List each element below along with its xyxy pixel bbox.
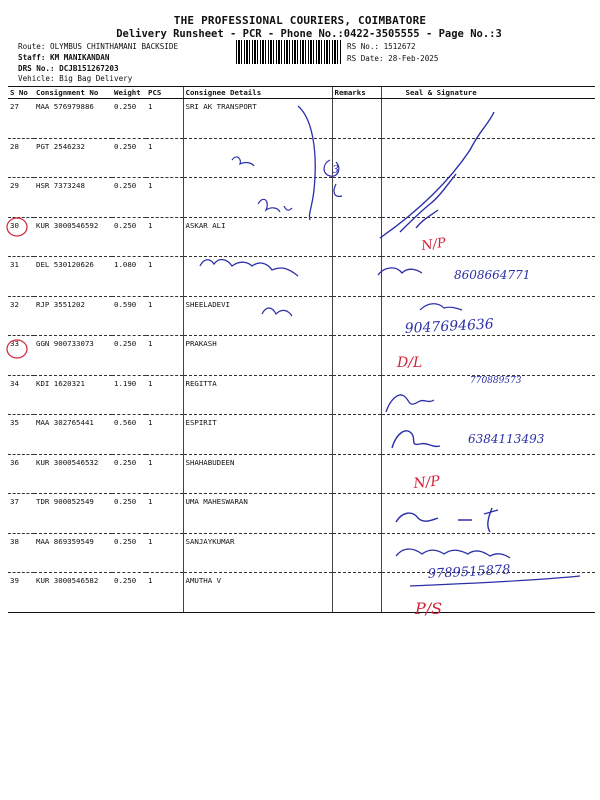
row-remarks <box>332 494 381 534</box>
row-consignee: SANJAYKUMAR <box>183 533 332 573</box>
row-weight: 0.250 <box>112 138 146 178</box>
row-pcs: 1 <box>146 138 183 178</box>
table-row <box>8 533 595 573</box>
row-remarks <box>332 533 381 573</box>
row-pcs: 1 <box>146 296 183 336</box>
remark-note-28: 3 <box>332 163 339 176</box>
row-consignee: AMUTHA V <box>183 573 332 613</box>
remark-np-30: N/P <box>420 235 447 254</box>
table-row <box>8 454 595 494</box>
row-consignee: REGITTA <box>183 375 332 415</box>
drs-number: DRS No.: DCJB151267203 <box>18 64 119 73</box>
row-weight: 0.250 <box>112 217 146 257</box>
row-pcs: 1 <box>146 494 183 534</box>
row-consignment: TDR 900052549 <box>34 494 112 534</box>
row-pcs: 1 <box>146 336 183 376</box>
sheet-title: Delivery Runsheet - PCR - Phone No.:0422-3505555 - Page No.:3 <box>116 28 502 40</box>
vehicle-label: Vehicle: Big Bag Delivery <box>18 74 133 83</box>
row-weight: 0.590 <box>112 296 146 336</box>
row-consignee: ESPIRIT <box>183 415 332 455</box>
row-remarks <box>332 138 381 178</box>
row-sno: 27 <box>8 99 34 139</box>
row-sno: 32 <box>8 296 34 336</box>
row-consignee: PRAKASH <box>183 336 332 376</box>
remark-ps-39: P/S <box>415 599 443 618</box>
row-remarks <box>332 454 381 494</box>
table-row <box>8 138 595 178</box>
rs-date: RS Date: 28-Feb-2025 <box>347 54 439 63</box>
remark-np-36: N/P <box>412 473 441 492</box>
barcode-image <box>236 40 342 64</box>
row-signature <box>381 296 595 336</box>
row-sno: 33 <box>8 336 34 376</box>
row-pcs: 1 <box>146 257 183 297</box>
row-consignee <box>183 257 332 297</box>
row-pcs: 1 <box>146 573 183 613</box>
row-sno: 36 <box>8 454 34 494</box>
table-row <box>8 573 595 613</box>
table-row <box>8 296 595 336</box>
phone-note-32: 9047694636 <box>404 316 495 337</box>
row-consignment: MAA 869359549 <box>34 533 112 573</box>
table-row <box>8 257 595 297</box>
table-row <box>8 375 595 415</box>
row-weight: 0.250 <box>112 533 146 573</box>
row-consignee: SHAHABUDEEN <box>183 454 332 494</box>
row-remarks <box>332 99 381 139</box>
runsheet-table <box>8 86 595 613</box>
row-sno: 29 <box>8 178 34 218</box>
row-consignment: MAA 302765441 <box>34 415 112 455</box>
row-sno: 28 <box>8 138 34 178</box>
route-label: Route: OLYMBUS CHINTHAMANI BACKSIDE <box>18 42 179 51</box>
row-consignment: RJP 3551202 <box>34 296 112 336</box>
row-signature <box>381 454 595 494</box>
row-consignee: ASKAR ALI <box>183 217 332 257</box>
staff-label: Staff: KM MANIKANDAN <box>18 53 110 62</box>
table-row <box>8 336 595 376</box>
table-row <box>8 494 595 534</box>
row-sno: 30 <box>8 217 34 257</box>
row-signature <box>381 494 595 534</box>
phone-note-38: 9789515878 <box>427 562 511 582</box>
row-pcs: 1 <box>146 217 183 257</box>
row-signature <box>381 138 595 178</box>
row-pcs: 1 <box>146 533 183 573</box>
col-remarks: Remarks <box>332 87 381 99</box>
row-consignee <box>183 138 332 178</box>
row-weight: 0.250 <box>112 454 146 494</box>
col-pcs: PCS <box>146 87 183 99</box>
row-sno: 37 <box>8 494 34 534</box>
row-pcs: 1 <box>146 454 183 494</box>
table-row <box>8 217 595 257</box>
row-consignment: DEL 530120626 <box>34 257 112 297</box>
row-sno: 39 <box>8 573 34 613</box>
row-remarks <box>332 178 381 218</box>
table-header <box>8 87 595 99</box>
row-sno: 35 <box>8 415 34 455</box>
col-weight: Weight <box>112 87 146 99</box>
row-remarks <box>332 573 381 613</box>
row-sno: 34 <box>8 375 34 415</box>
row-pcs: 1 <box>146 178 183 218</box>
row-consignee: SRI AK TRANSPORT <box>183 99 332 139</box>
row-sno: 31 <box>8 257 34 297</box>
row-sno: 38 <box>8 533 34 573</box>
row-weight: 0.250 <box>112 178 146 218</box>
company-title: THE PROFESSIONAL COURIERS, COIMBATORE <box>173 14 427 27</box>
row-consignment: KUR 3000546582 <box>34 573 112 613</box>
col-consignment: Consignment No <box>34 87 112 99</box>
phone-note-35: 6384113493 <box>468 432 545 446</box>
row-weight: 0.250 <box>112 494 146 534</box>
row-remarks <box>332 415 381 455</box>
row-remarks <box>332 336 381 376</box>
col-seal: Seal & Signature <box>381 87 595 99</box>
row-consignment: KUR 3000546592 <box>34 217 112 257</box>
table-row <box>8 178 595 218</box>
row-pcs: 1 <box>146 99 183 139</box>
row-signature <box>381 217 595 257</box>
row-pcs: 1 <box>146 415 183 455</box>
row-weight: 0.250 <box>112 573 146 613</box>
row-consignment: KDI 1620321 <box>34 375 112 415</box>
table-row <box>8 415 595 455</box>
row-signature <box>381 178 595 218</box>
row-consignee <box>183 178 332 218</box>
row-consignee: SHEELADEVI <box>183 296 332 336</box>
col-sno: S No <box>8 87 34 99</box>
row-consignment: PGT 2546232 <box>34 138 112 178</box>
row-consignment: KUR 3000546532 <box>34 454 112 494</box>
row-consignee: UMA MAHESWARAN <box>183 494 332 534</box>
row-remarks <box>332 375 381 415</box>
row-consignment: HSR 7373248 <box>34 178 112 218</box>
phone-note-34: 770889573 <box>470 376 522 386</box>
row-signature <box>381 533 595 573</box>
row-consignment: MAA 576979886 <box>34 99 112 139</box>
rs-number: RS No.: 1512672 <box>347 42 416 51</box>
table-row <box>8 99 595 139</box>
row-remarks <box>332 296 381 336</box>
row-signature <box>381 257 595 297</box>
row-weight: 0.560 <box>112 415 146 455</box>
row-signature <box>381 336 595 376</box>
row-pcs: 1 <box>146 375 183 415</box>
row-weight: 0.250 <box>112 336 146 376</box>
row-weight: 1.080 <box>112 257 146 297</box>
row-signature <box>381 375 595 415</box>
row-weight: 0.250 <box>112 99 146 139</box>
row-remarks <box>332 217 381 257</box>
col-consignee: Consignee Details <box>183 87 332 99</box>
remark-dl-33: D/L <box>397 355 423 371</box>
row-remarks <box>332 257 381 297</box>
row-consignment: GGN 900733073 <box>34 336 112 376</box>
phone-note-31: 8608664771 <box>454 268 531 282</box>
row-signature <box>381 415 595 455</box>
row-signature <box>381 573 595 613</box>
row-signature <box>381 99 595 139</box>
row-weight: 1.190 <box>112 375 146 415</box>
